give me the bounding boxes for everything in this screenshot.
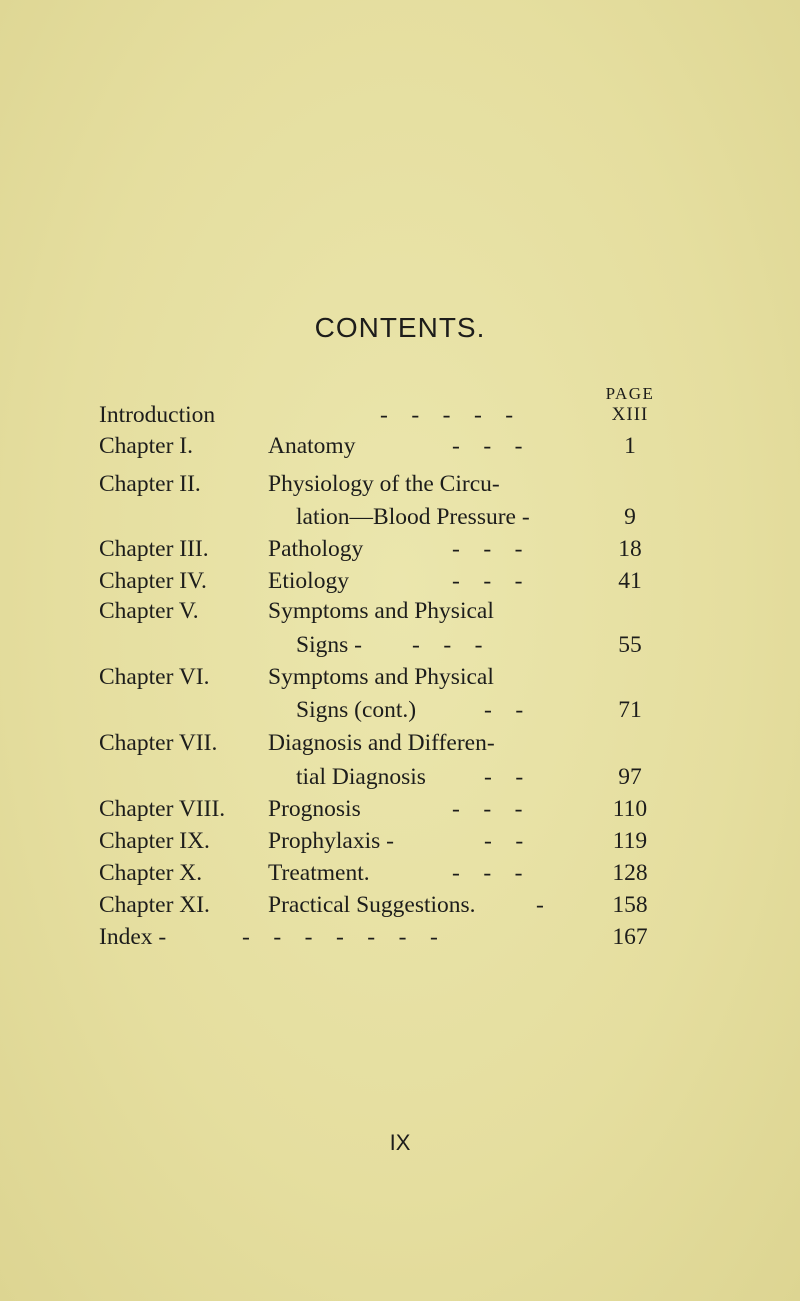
entry-title: Prognosis xyxy=(268,796,361,822)
leader-dashes: - - - xyxy=(452,536,523,562)
toc-entry-chapter-8 xyxy=(0,794,800,824)
leader-dashes: - - - xyxy=(452,860,523,886)
page-column-label: PAGE xyxy=(605,384,655,403)
toc-entry-chapter-2 xyxy=(0,469,800,499)
toc-entry-chapter-2-cont xyxy=(0,502,800,532)
entry-title: Pathology xyxy=(268,536,364,562)
toc-entry-chapter-5-cont xyxy=(0,630,800,660)
leader-dashes: - - xyxy=(484,828,524,854)
entry-label: Chapter XI. xyxy=(99,892,210,918)
leader-dashes: - - - - - xyxy=(380,402,514,428)
entry-label: Chapter III. xyxy=(99,536,209,562)
page-number: 128 xyxy=(612,860,648,886)
toc-entry-chapter-1 xyxy=(0,431,800,461)
page-title: CONTENTS. xyxy=(314,312,486,343)
entry-title: Diagnosis and Differen- xyxy=(268,730,495,756)
entry-title: Physiology of the Circu- xyxy=(268,471,500,497)
page-number: 119 xyxy=(612,828,648,854)
entry-label: Chapter IV. xyxy=(99,568,207,594)
entry-label: Chapter X. xyxy=(99,860,203,886)
entry-label: Chapter II. xyxy=(99,471,201,497)
page-number: 18 xyxy=(618,536,642,562)
toc-entry-chapter-6 xyxy=(0,662,800,692)
entry-title: Symptoms and Physical xyxy=(268,664,494,690)
entry-title-continued: Signs (cont.) xyxy=(296,697,417,723)
page-number: 167 xyxy=(612,924,648,950)
entry-label: Introduction xyxy=(99,402,216,428)
toc-entry-chapter-11 xyxy=(0,890,800,920)
leader-dashes: - xyxy=(536,892,544,918)
entry-title-continued: lation—Blood Pressure - xyxy=(296,504,530,530)
page-number: 71 xyxy=(618,697,642,723)
entry-title: Anatomy xyxy=(268,433,356,459)
toc-entry-index xyxy=(0,922,800,952)
page-number: 9 xyxy=(624,504,636,530)
toc-entry-chapter-3 xyxy=(0,534,800,564)
leader-dashes: - - xyxy=(484,697,524,723)
entry-label: Chapter V. xyxy=(99,598,199,624)
page-number: 97 xyxy=(618,764,642,790)
toc-entry-chapter-7 xyxy=(0,728,800,758)
page-number: 158 xyxy=(612,892,648,918)
toc-entry-chapter-4 xyxy=(0,566,800,596)
entry-title: Prophylaxis - xyxy=(268,828,394,854)
toc-entry-chapter-10 xyxy=(0,858,800,888)
toc-entry-chapter-9 xyxy=(0,826,800,856)
entry-title-continued: Signs - xyxy=(296,632,362,658)
leader-dashes: - - - xyxy=(412,632,483,658)
page-number: 110 xyxy=(612,796,648,822)
entry-label: Index - xyxy=(99,924,167,950)
entry-label: Chapter IX. xyxy=(99,828,210,854)
entry-label: Chapter VI. xyxy=(99,664,210,690)
leader-dashes: - - - - - - - xyxy=(242,924,438,950)
page-number: 1 xyxy=(624,433,636,459)
page-folio: IX xyxy=(389,1130,411,1155)
page-number: 55 xyxy=(618,632,642,658)
page-number: XIII xyxy=(611,404,649,425)
toc-entry-chapter-7-cont xyxy=(0,762,800,792)
toc-entry-chapter-5 xyxy=(0,596,800,626)
entry-label: Chapter VIII. xyxy=(99,796,226,822)
entry-title: Treatment. xyxy=(268,860,370,886)
toc-entry-chapter-6-cont xyxy=(0,695,800,725)
entry-title-continued: tial Diagnosis xyxy=(296,764,426,790)
entry-title: Etiology xyxy=(268,568,349,594)
entry-title: Symptoms and Physical xyxy=(268,598,494,624)
leader-dashes: - - - xyxy=(452,568,523,594)
entry-label: Chapter VII. xyxy=(99,730,218,756)
toc-entry-introduction xyxy=(0,400,800,430)
leader-dashes: - - - xyxy=(452,796,523,822)
leader-dashes: - - - xyxy=(452,433,523,459)
entry-label: Chapter I. xyxy=(99,433,193,459)
page-number: 41 xyxy=(618,568,642,594)
leader-dashes: - - xyxy=(484,764,524,790)
entry-title: Practical Suggestions. xyxy=(268,892,476,918)
